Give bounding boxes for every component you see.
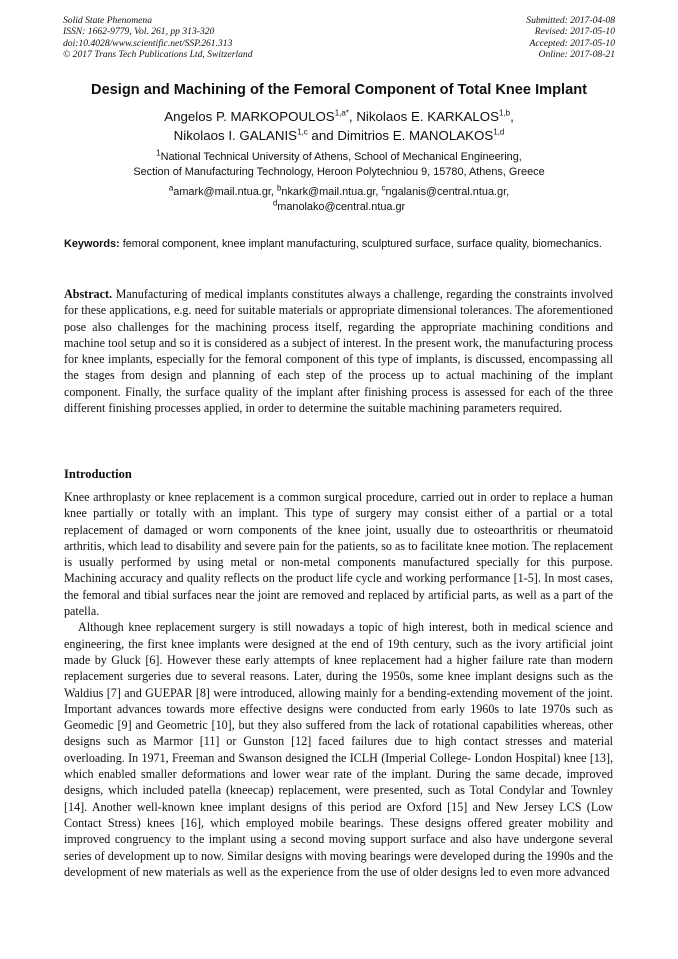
author-separator: ,	[348, 109, 357, 124]
author-affil-mark: 1,b	[498, 108, 511, 118]
email-mark: c	[381, 183, 386, 193]
affiliation	[0, 150, 678, 179]
affiliation-line: Section of Manufacturing Technology, Heroon Polytechniou 9, 15780, Athens, Greece	[133, 165, 545, 178]
email-address[interactable]: manolako@central.ntua.gr	[277, 200, 406, 213]
keywords-text: femoral component, knee implant manufacturing, sculptured surface, surface quality, biomechanics.	[119, 238, 602, 250]
author-list	[0, 108, 678, 145]
author-separator: ,	[510, 109, 514, 124]
affiliation-mark: 1	[156, 148, 161, 158]
author-name: Nikolaos I. GALANIS	[173, 127, 298, 143]
body-paragraph: Although knee replacement surgery is still nowadays a topic of high interest, both in medical science and engineering, the first knee implants were designed at the end of 19th century, such as the ivory artificial joint made by Gluck [6]. However these early attempts of knee replacement had a higher failure rate than modern replacement surgeries due to several reasons. Later, during the 1950s, some knee implant designs such as the Waldius [7] and GUEPAR [8] were introduced, allowing mainly for a bending-extending movement of the joint. Important advances towards more effective designs were conducted from early 1960s to late 1970s such as Geomedic [9] and Geometric [10], but they also suffered from the lack of rotational capabilities whereas, other designs such as Marmor [11] or Gunston [12] faced failures due to high contact stresses and material overloading. In 1971, Freeman and Swanson designed the ICLH (Imperial College- London Hospital) knee [13], which enabled smaller deformations and lower wear rate of the implant. During the same decade, improved designs, which included patella (kneecap) replacement, were presented, such as Total Condylar and Townley [14]. Another well-known knee implant designs of this period are Oxford [15] and New Jersey LCS (Low Contact Stress) knees [16], which employed mobile bearings. These designs offered greater mobility and improved congruency to the implant using a second moving support surface and also have undergone several series of development up to now. Similar designs with moving bearings were developed during the 1990s and the development of new materials as well as the experience from the use of older designs led to even more advanced	[64, 620, 613, 879]
section-heading-introduction: Introduction	[64, 467, 132, 481]
email-address[interactable]: nkark@mail.ntua.gr,	[281, 186, 382, 198]
keywords-label: Keywords:	[64, 238, 120, 250]
journal-doi: doi:10.4028/www.scientific.net/SSP.261.313	[63, 37, 233, 49]
journal-info	[63, 15, 253, 61]
author-separator: and	[307, 127, 338, 143]
publication-dates	[526, 15, 615, 61]
abstract-text: Manufacturing of medical implants constitutes always a challenge, regarding the constraints involved for these applications, e.g. need for suitable materials or appropriate dimensional tolerances. The aforementioned pose also challenges for the machining process itself, regarding the appropriate machining conditions and machine tool setup and so it is considered as a subject of interest. In the present work, the manufacturing process for knee implants, especially for the femoral component of this type of implants, is discussed, encompassing all the stages from design and planning of each step of the process up to actual machining of the implant component. Finally, the surface quality of the implant after finishing process is assessed for each of the three different finishing processes applied, in order to determine the suitable machining parameters required.	[64, 287, 613, 416]
journal-name: Solid State Phenomena	[63, 15, 152, 26]
author-emails	[0, 185, 678, 214]
affiliation-line: National Technical University of Athens, School of Mechanical Engineering,	[160, 151, 522, 163]
paper-title: Design and Machining of the Femoral Component of Total Knee Implant	[91, 82, 587, 98]
author-name: Nikolaos E. KARKALOS	[356, 109, 499, 124]
online-date: Online: 2017-08-21	[538, 49, 615, 61]
revised-date: Revised: 2017-05-10	[534, 26, 615, 38]
abstract-label: Abstract.	[64, 287, 113, 301]
abstract	[64, 286, 613, 416]
journal-issn: ISSN: 1662-9779, Vol. 261, pp 313-320	[63, 26, 215, 38]
keywords	[64, 237, 613, 252]
journal-copyright: © 2017 Trans Tech Publications Ltd, Switzerland	[63, 49, 253, 61]
email-mark: a	[168, 183, 174, 193]
body-paragraph: Knee arthroplasty or knee replacement is a common surgical procedure, carried out in order to replace a human knee partially or totally with an implant. This type of surgery may consist either of a partial or a total replacement of damaged or worn components of the knee joint, usually due to osteoarthritis or rheumatoid arthritis, which lead to disability and severe pain for the patients, so as to facilitate knee motion. The replacement is usually performed by using metal or non-metal components manufactured specially for this purpose. Machining accuracy and quality reflects on the product life cycle and working performance [1-5]. In most cases, the femoral and tibial surfaces near the joint are removed and replaced by artificial parts, as well as a part of the patella.	[64, 490, 613, 619]
email-mark: b	[276, 183, 282, 193]
email-mark: d	[272, 197, 278, 207]
accepted-date: Accepted: 2017-05-10	[529, 37, 615, 49]
email-address[interactable]: ngalanis@central.ntua.gr,	[385, 186, 510, 198]
submitted-date: Submitted: 2017-04-08	[526, 15, 615, 26]
author-affil-mark: 1,d	[493, 127, 505, 137]
author-affil-mark: 1,c	[297, 127, 308, 137]
introduction-body	[64, 489, 613, 880]
author-affil-mark: 1,a*	[334, 108, 349, 118]
email-address[interactable]: amark@mail.ntua.gr,	[173, 186, 277, 198]
author-name: Angelos P. MARKOPOULOS	[164, 109, 335, 124]
author-name: Dimitrios E. MANOLAKOS	[337, 127, 494, 143]
